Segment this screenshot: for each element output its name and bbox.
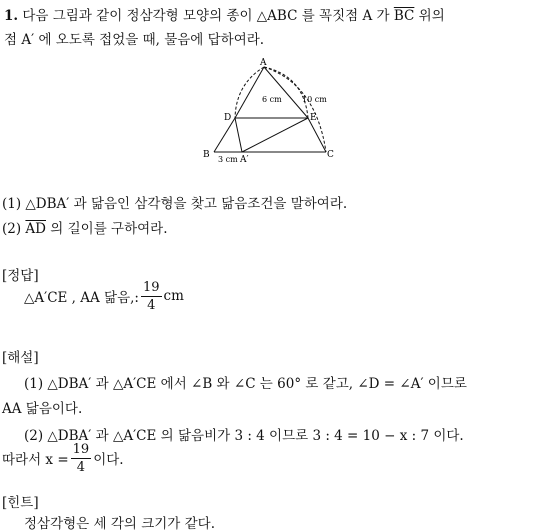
explanation-line-1: (1) △DBA′ 과 △A′CE 에서 ∠B 와 ∠C 는 60° 로 같고, ∠D = ∠A′ 이므로 (24, 376, 467, 392)
problem-line-2: 점 A′ 에 오도록 접었을 때, 물음에 답하여라. (4, 32, 265, 48)
line-ae-inner (264, 67, 308, 118)
label-c: C (327, 150, 334, 160)
explanation-line-3: (2) △DBA′ 과 △A′CE 의 닮음비가 3 : 4 이므로 3 : 4 = 10 − x : 7 이다. (24, 428, 464, 444)
segment-ad: $\overline{AD}$ (25, 221, 46, 237)
question-2: (2) $\overline{AD}$ 의 길이를 구하여라. (2, 221, 168, 237)
answer-header: [정답] (2, 268, 39, 284)
segment-bc: $\overline{BC}$ (393, 8, 415, 24)
label-d: D (224, 113, 232, 123)
answer-text: △A′CE , AA 닮음,: (24, 290, 139, 306)
fold-da-prime (235, 118, 242, 152)
fold-a-prime-e (242, 118, 308, 152)
label-10cm: 10 cm (302, 95, 327, 104)
side-bd (214, 118, 235, 152)
label-6cm: 6 cm (262, 95, 282, 104)
problem-line-1 (4, 4, 445, 24)
problem-number: 1. (4, 8, 19, 24)
label-a-prime: A′ (240, 155, 249, 165)
side-ec (308, 118, 326, 152)
label-3cm: 3 cm (218, 155, 238, 164)
question-1: (1) △DBA′ 과 닮음인 삼각형을 찾고 닮음조건을 말하여라. (2, 196, 348, 212)
problem-text-1a: 다음 그림과 같이 정삼각형 모양의 종이 △ABC 를 꼭짓점 A 가 (22, 8, 390, 24)
explanation-header: [해설] (2, 350, 39, 366)
label-a: A (260, 58, 267, 68)
hint-text: 정삼각형은 세 각의 크기가 같다. (24, 516, 215, 532)
explanation-line-2: AA 닮음이다. (2, 401, 83, 417)
answer-line (24, 278, 184, 314)
explanation-line-4: 따라서 x = $\frac{19}{4}$ 이다. (2, 441, 124, 475)
dashed-ac (264, 67, 326, 152)
answer-unit: cm (163, 288, 184, 304)
answer-fraction: $\frac{19}{4}$ (142, 279, 160, 313)
problem-text-1b: 위의 (418, 8, 445, 24)
line-ad-inner (235, 67, 264, 118)
explanation-fraction: $\frac{19}{4}$ (72, 441, 90, 475)
label-b: B (203, 150, 210, 160)
hint-header: [힌트] (2, 495, 39, 511)
label-e: E (310, 113, 317, 123)
triangle-figure (196, 54, 346, 166)
